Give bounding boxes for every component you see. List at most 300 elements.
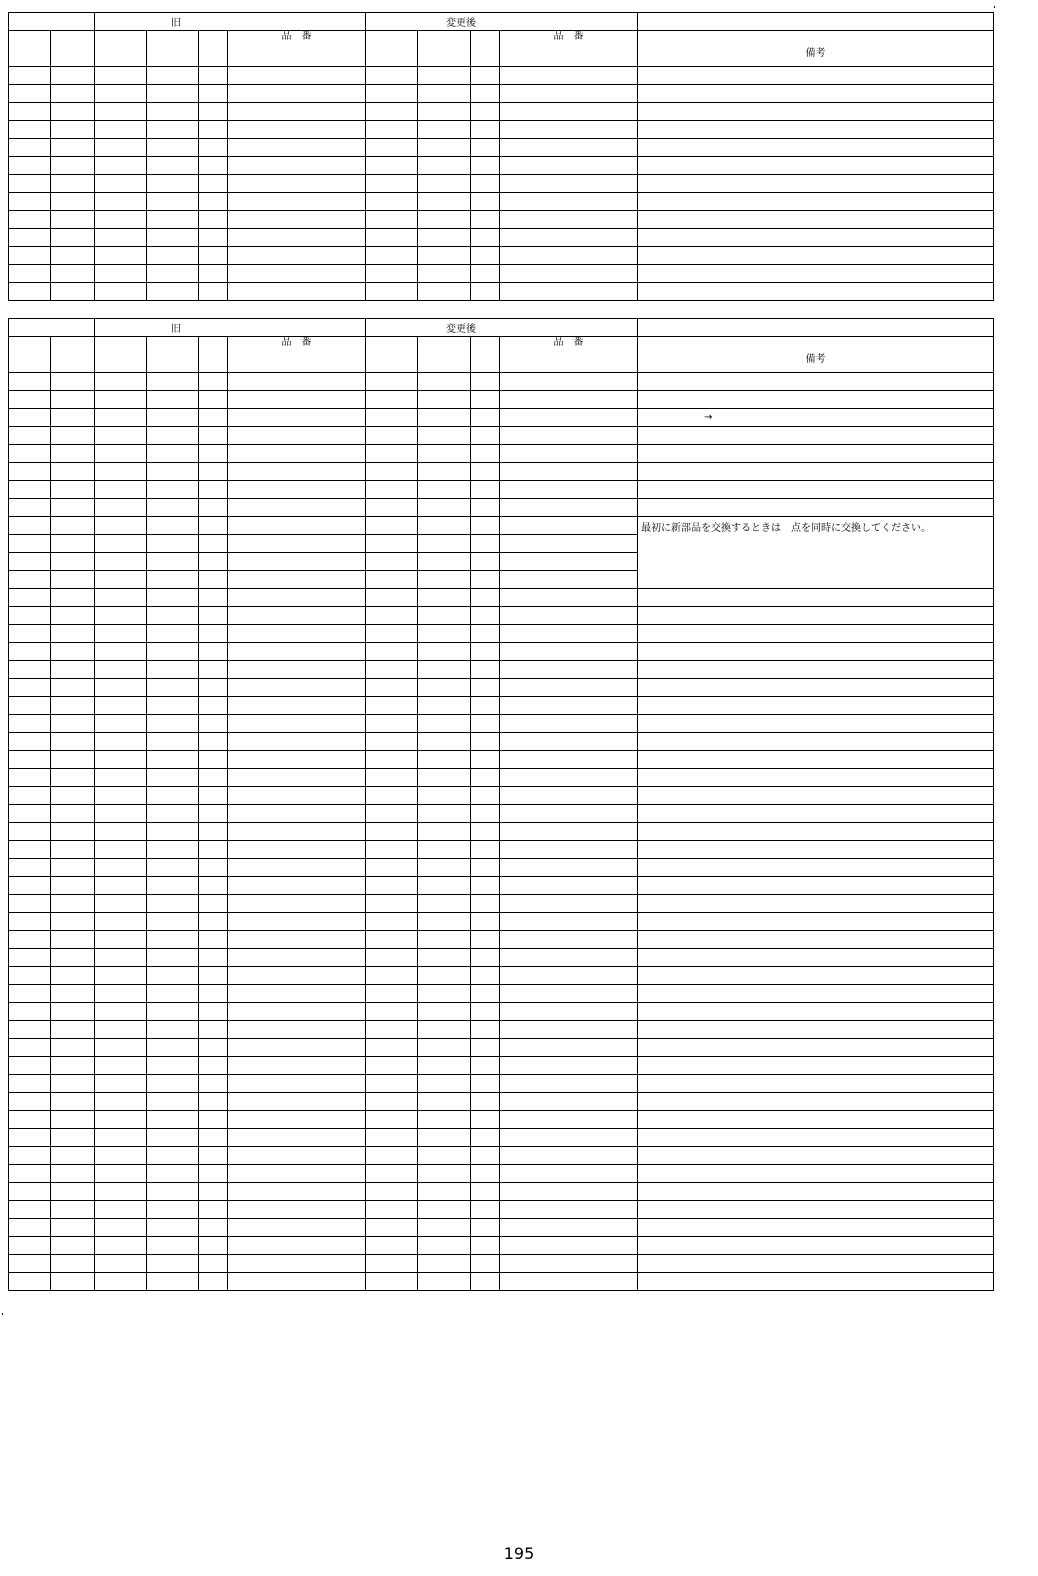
table-cell [366,481,418,499]
table-cell [51,625,95,643]
table-cell [418,895,471,913]
table-cell [95,967,147,985]
table-cell [95,157,147,175]
table-cell [366,1057,418,1075]
table-cell [95,391,147,409]
table-cell [147,85,199,103]
table-cell [471,1183,500,1201]
table-cell [500,175,638,193]
table-cell [95,499,147,517]
table-cell [95,409,147,427]
remarks-cell [638,643,994,661]
table-cell [9,661,51,679]
table-cell [199,841,228,859]
table-cell [500,1039,638,1057]
table-cell [95,67,147,85]
remarks-cell [638,1165,994,1183]
table-cell [366,1003,418,1021]
table-cell [9,193,51,211]
table-cell [418,499,471,517]
table-cell [9,157,51,175]
table-cell [366,283,418,301]
table-cell [418,877,471,895]
table-row [9,283,994,301]
table-cell [228,139,366,157]
table-cell [51,931,95,949]
table-cell [366,1165,418,1183]
remarks-cell [638,823,994,841]
table-cell [228,1111,366,1129]
remarks-cell [638,661,994,679]
table-cell [418,445,471,463]
table-cell [500,121,638,139]
remarks-note: 最初に新部品を交換するときは 点を同時に交換してください。 [638,517,994,589]
table-cell [199,535,228,553]
table-cell [9,805,51,823]
table-cell [500,445,638,463]
table-row [9,1255,994,1273]
table-cell [51,643,95,661]
remarks-cell [638,1237,994,1255]
table-cell [471,679,500,697]
table-cell [9,985,51,1003]
table-cell [366,751,418,769]
table-row [9,481,994,499]
table-cell [51,661,95,679]
table-cell [366,607,418,625]
table-row [9,1075,994,1093]
table-cell [147,751,199,769]
new-part-number-header: 品 番 [500,31,638,67]
table-cell [366,427,418,445]
table-cell [228,607,366,625]
table-cell [471,283,500,301]
table-cell [228,895,366,913]
table-cell [366,1273,418,1291]
table-cell [51,733,95,751]
corner-mark [994,6,995,8]
table-cell [9,625,51,643]
table-cell [9,103,51,121]
table-row [9,1237,994,1255]
table-cell [95,373,147,391]
table-cell [366,877,418,895]
table-cell [51,229,95,247]
remarks-cell [638,1129,994,1147]
table-cell [95,427,147,445]
table-cell [228,265,366,283]
table-cell [418,1165,471,1183]
table-cell [418,769,471,787]
table-cell [95,841,147,859]
table-cell [228,769,366,787]
table-cell [95,1057,147,1075]
table-cell [147,427,199,445]
table-cell [9,1075,51,1093]
table-cell [228,787,366,805]
table-cell [147,769,199,787]
table-cell [9,67,51,85]
table-cell [471,193,500,211]
table-cell [418,1075,471,1093]
table-cell [51,85,95,103]
table-cell [9,1165,51,1183]
table-cell [95,211,147,229]
remarks-cell [638,589,994,607]
table-cell [147,895,199,913]
table-cell [147,787,199,805]
remarks-cell [638,913,994,931]
remarks-cell [638,1147,994,1165]
table-cell [228,517,366,535]
table-cell [51,1201,95,1219]
table-cell [500,877,638,895]
table-cell [147,157,199,175]
remarks-cell [638,247,994,265]
table-row [9,859,994,877]
table-cell [471,931,500,949]
table-cell [366,553,418,571]
table-cell [228,157,366,175]
table-cell [199,67,228,85]
table-cell [366,841,418,859]
table-cell [95,517,147,535]
table-cell [471,211,500,229]
table-cell [471,1039,500,1057]
table-cell [366,769,418,787]
table-cell [418,985,471,1003]
table-cell [199,607,228,625]
table-cell [199,1183,228,1201]
table-cell [199,913,228,931]
table-cell [500,661,638,679]
table-cell [147,697,199,715]
table-cell [471,1165,500,1183]
table-cell [471,1021,500,1039]
table-cell [418,589,471,607]
table-cell [366,823,418,841]
table-cell [418,643,471,661]
table-row [9,85,994,103]
table-cell [9,913,51,931]
table-cell [51,1219,95,1237]
table-cell [471,373,500,391]
remarks-cell [638,625,994,643]
table-cell [199,427,228,445]
table-cell [418,823,471,841]
table-cell [147,607,199,625]
table-cell [9,211,51,229]
table-row [9,895,994,913]
table-cell [471,571,500,589]
table-cell [366,373,418,391]
table-cell [9,409,51,427]
table-cell [199,697,228,715]
table-cell [95,1147,147,1165]
table-cell [500,1219,638,1237]
table-cell [500,715,638,733]
table-cell [95,1039,147,1057]
table-cell [51,841,95,859]
table-cell [366,571,418,589]
table-row [9,1273,994,1291]
table-cell [418,1129,471,1147]
table-row [9,1147,994,1165]
table-cell [471,463,500,481]
table-cell [500,625,638,643]
table-cell [51,481,95,499]
table-cell [199,751,228,769]
table-cell [95,85,147,103]
table-cell [95,1021,147,1039]
table-cell [418,373,471,391]
table-cell [500,67,638,85]
table-cell [500,949,638,967]
table-cell [9,1219,51,1237]
table-cell [471,85,500,103]
table-cell [51,913,95,931]
table-cell [199,679,228,697]
table-cell [9,967,51,985]
table-cell [9,517,51,535]
table-cell [366,787,418,805]
table-cell [366,1237,418,1255]
table-cell [95,571,147,589]
table-cell [51,1057,95,1075]
table-cell [366,121,418,139]
table-cell [500,967,638,985]
table-cell [500,427,638,445]
table-row [9,787,994,805]
remarks-cell [638,1183,994,1201]
table-cell [471,805,500,823]
table-cell [418,553,471,571]
table-cell [418,697,471,715]
table-cell [199,139,228,157]
table-cell [500,571,638,589]
table-row [9,391,994,409]
table-cell [500,1003,638,1021]
table-cell [95,913,147,931]
table-cell [147,445,199,463]
table-cell [500,1057,638,1075]
table-cell [199,859,228,877]
table-cell [366,463,418,481]
table-cell [500,1255,638,1273]
table-cell [95,751,147,769]
table-cell [471,1093,500,1111]
table-cell [418,391,471,409]
table-cell [199,1165,228,1183]
table-cell [199,895,228,913]
table-row [9,175,994,193]
table-cell [199,805,228,823]
table-cell [500,85,638,103]
table-cell [51,1003,95,1021]
table-cell [9,1129,51,1147]
table-cell [51,859,95,877]
table-cell [147,715,199,733]
old-header: 旧 [95,319,366,337]
table-cell [51,553,95,571]
table-cell [147,67,199,85]
table-cell [418,535,471,553]
table-cell [199,643,228,661]
table-cell [418,1021,471,1039]
table-cell [366,139,418,157]
table-cell [228,175,366,193]
table-row [9,985,994,1003]
table-cell [9,85,51,103]
table-cell [147,823,199,841]
table-cell [51,1039,95,1057]
table-cell [51,769,95,787]
table-cell [366,1093,418,1111]
table-row [9,211,994,229]
table-cell [500,913,638,931]
table-cell [95,895,147,913]
table-cell [366,625,418,643]
table-cell [228,1057,366,1075]
table-cell [9,1237,51,1255]
table-cell [9,1111,51,1129]
table-cell [9,463,51,481]
table-cell [147,1021,199,1039]
table-cell [95,949,147,967]
remarks-arrow: → [638,409,994,427]
table-cell [228,427,366,445]
table-row [9,67,994,85]
table-cell [199,1129,228,1147]
table-cell [366,895,418,913]
remarks-cell [638,1273,994,1291]
table-cell [471,589,500,607]
table-cell [147,1183,199,1201]
table-cell [500,553,638,571]
table-cell [147,1129,199,1147]
table-cell [228,1183,366,1201]
table-cell [228,445,366,463]
table-cell [228,877,366,895]
table-cell [95,805,147,823]
table-cell [228,229,366,247]
table-cell [147,517,199,535]
table-cell [147,1237,199,1255]
table-cell [9,373,51,391]
table-cell [51,1147,95,1165]
table-cell [418,121,471,139]
table-cell [366,733,418,751]
remarks-cell [638,985,994,1003]
table-cell [51,139,95,157]
old-part-number-header: 品 番 [228,31,366,67]
table-cell [199,949,228,967]
table-cell [51,1183,95,1201]
table-cell [95,823,147,841]
table-cell [418,1111,471,1129]
table-cell [471,661,500,679]
table-cell [9,1093,51,1111]
table-cell [471,1147,500,1165]
table-cell [228,535,366,553]
table-cell [95,679,147,697]
table-cell [199,1147,228,1165]
table-cell [9,121,51,139]
table-cell [9,1255,51,1273]
table-cell [228,679,366,697]
table-cell [95,229,147,247]
table-cell [147,913,199,931]
table-cell [9,1003,51,1021]
table-row [9,697,994,715]
table-cell [366,805,418,823]
table-cell [199,103,228,121]
table-cell [147,211,199,229]
table-cell [471,427,500,445]
table-cell [471,967,500,985]
table-cell [199,769,228,787]
table-cell [199,193,228,211]
table-cell [95,445,147,463]
table-cell [51,67,95,85]
table-row [9,841,994,859]
remarks-cell [638,895,994,913]
table-cell [228,697,366,715]
table-cell [147,1273,199,1291]
remarks-cell [638,481,994,499]
table-cell [228,841,366,859]
table-cell [418,481,471,499]
remarks-cell [638,1111,994,1129]
table-cell [51,175,95,193]
table-cell [147,499,199,517]
table-cell [228,283,366,301]
table-cell [500,643,638,661]
table-cell [9,877,51,895]
table-cell [366,967,418,985]
table-cell [366,913,418,931]
table-cell [147,1219,199,1237]
table-cell [366,1147,418,1165]
remarks-cell [638,733,994,751]
table-cell [471,895,500,913]
table-cell [228,211,366,229]
table-cell [51,445,95,463]
table-cell [51,265,95,283]
remarks-cell [638,859,994,877]
table-cell [471,445,500,463]
table-cell [95,661,147,679]
table-row [9,229,994,247]
table-row [9,805,994,823]
table-cell [418,967,471,985]
table-cell [228,409,366,427]
table-row [9,247,994,265]
table-cell [500,841,638,859]
table-1-body [9,13,994,301]
table-row [9,931,994,949]
table-row [9,373,994,391]
table-cell [199,409,228,427]
remarks-cell [638,1093,994,1111]
table-cell [9,571,51,589]
table-cell [471,733,500,751]
table-cell [228,625,366,643]
table-cell [366,157,418,175]
table-row [9,949,994,967]
table-cell [147,121,199,139]
table-cell [9,715,51,733]
